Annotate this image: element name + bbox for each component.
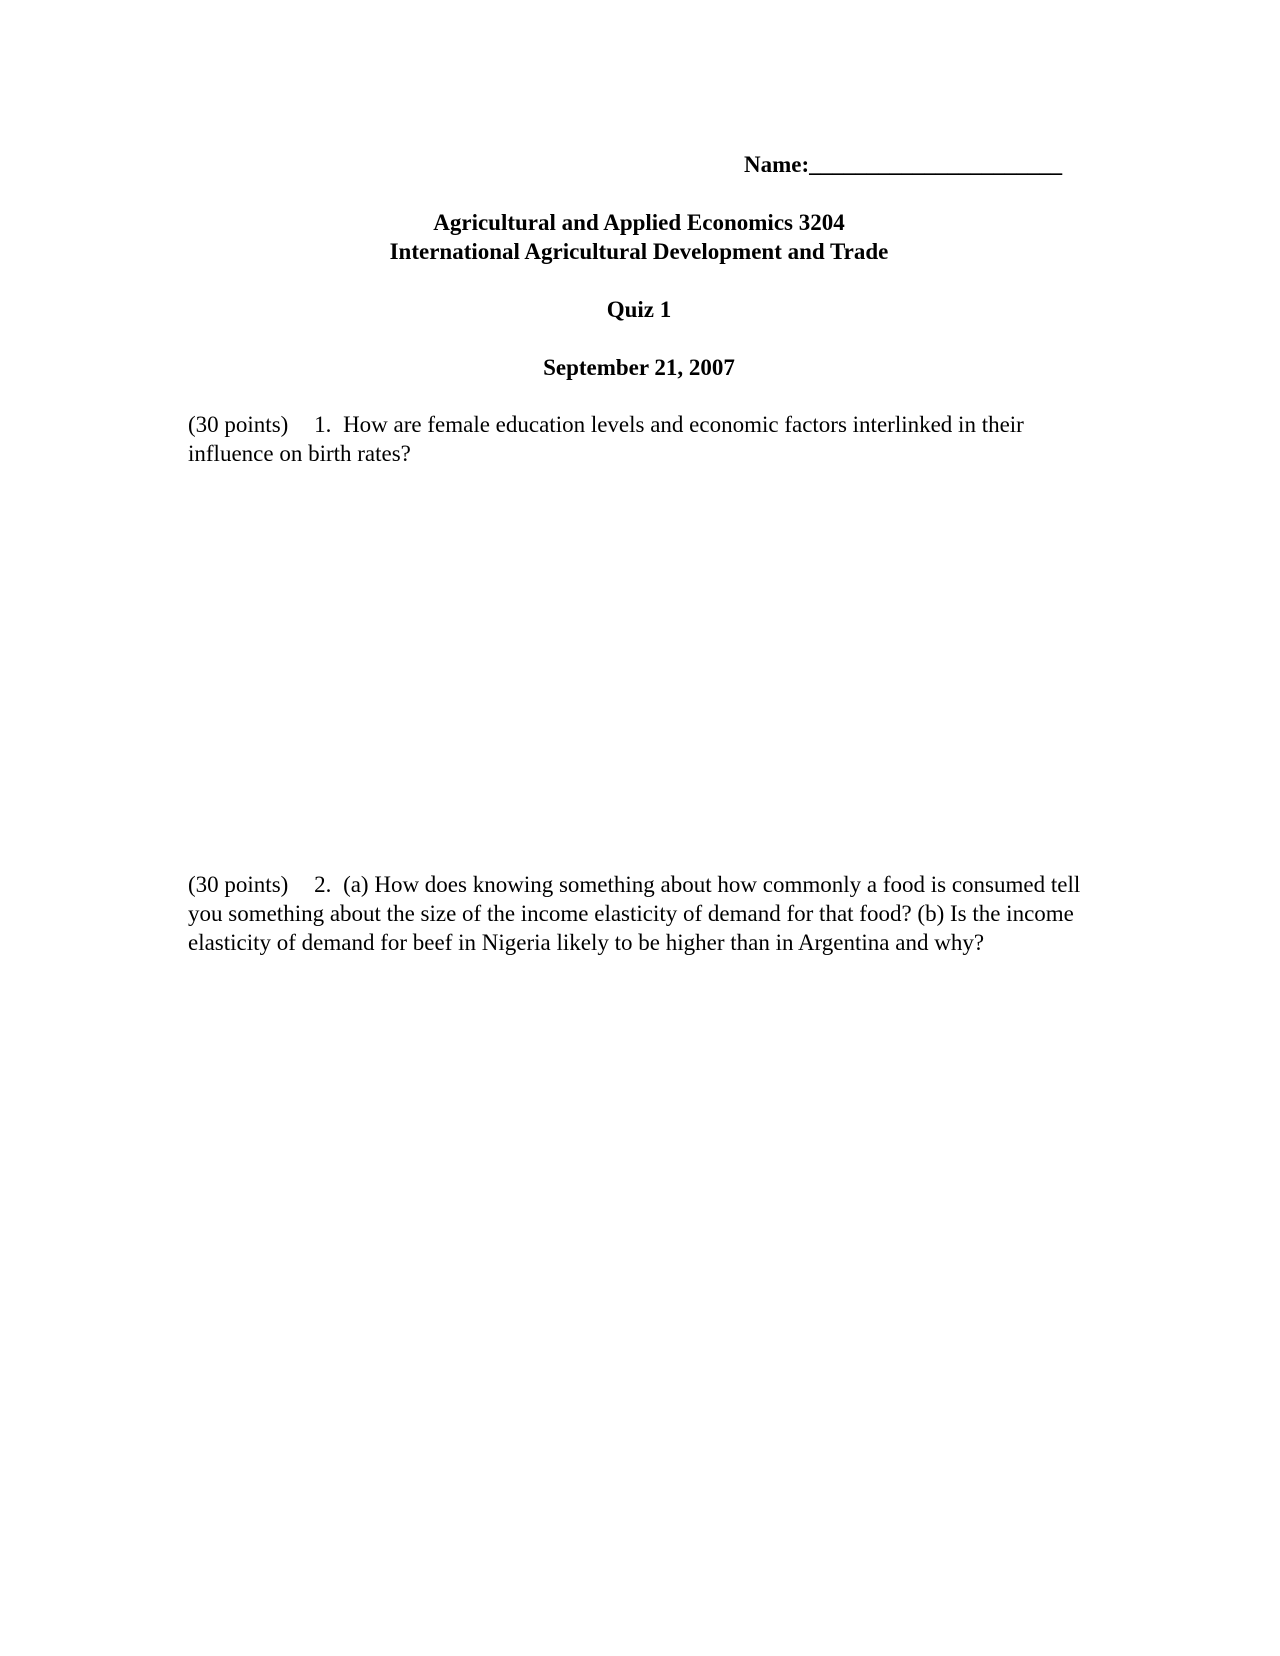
course-title: Agricultural and Applied Economics 3204 [433, 210, 845, 235]
question-text: (a) How does knowing something about how commonly a food is consumed tell you something about the size of the income elasticity of demand for that food? (b) Is the income elasticity of demand for beef in Nigeria likely to be higher than in Argentina and why? [188, 872, 1081, 955]
quiz-title: Quiz 1 [606, 297, 672, 322]
course-subtitle: International Agricultural Development and Trade [389, 239, 889, 264]
question-number: 1. [314, 412, 332, 437]
question-number: 2. [314, 872, 332, 897]
question-text: How are female education levels and economic factors interlinked in their influence on birth rates? [188, 412, 1024, 466]
name-field-label: Name:______________________ [744, 152, 1063, 177]
question-1 [188, 410, 1108, 468]
question-2 [188, 870, 1108, 957]
quiz-date: September 21, 2007 [543, 355, 735, 380]
question-points: (30 points) [188, 412, 289, 437]
question-points: (30 points) [188, 872, 289, 897]
